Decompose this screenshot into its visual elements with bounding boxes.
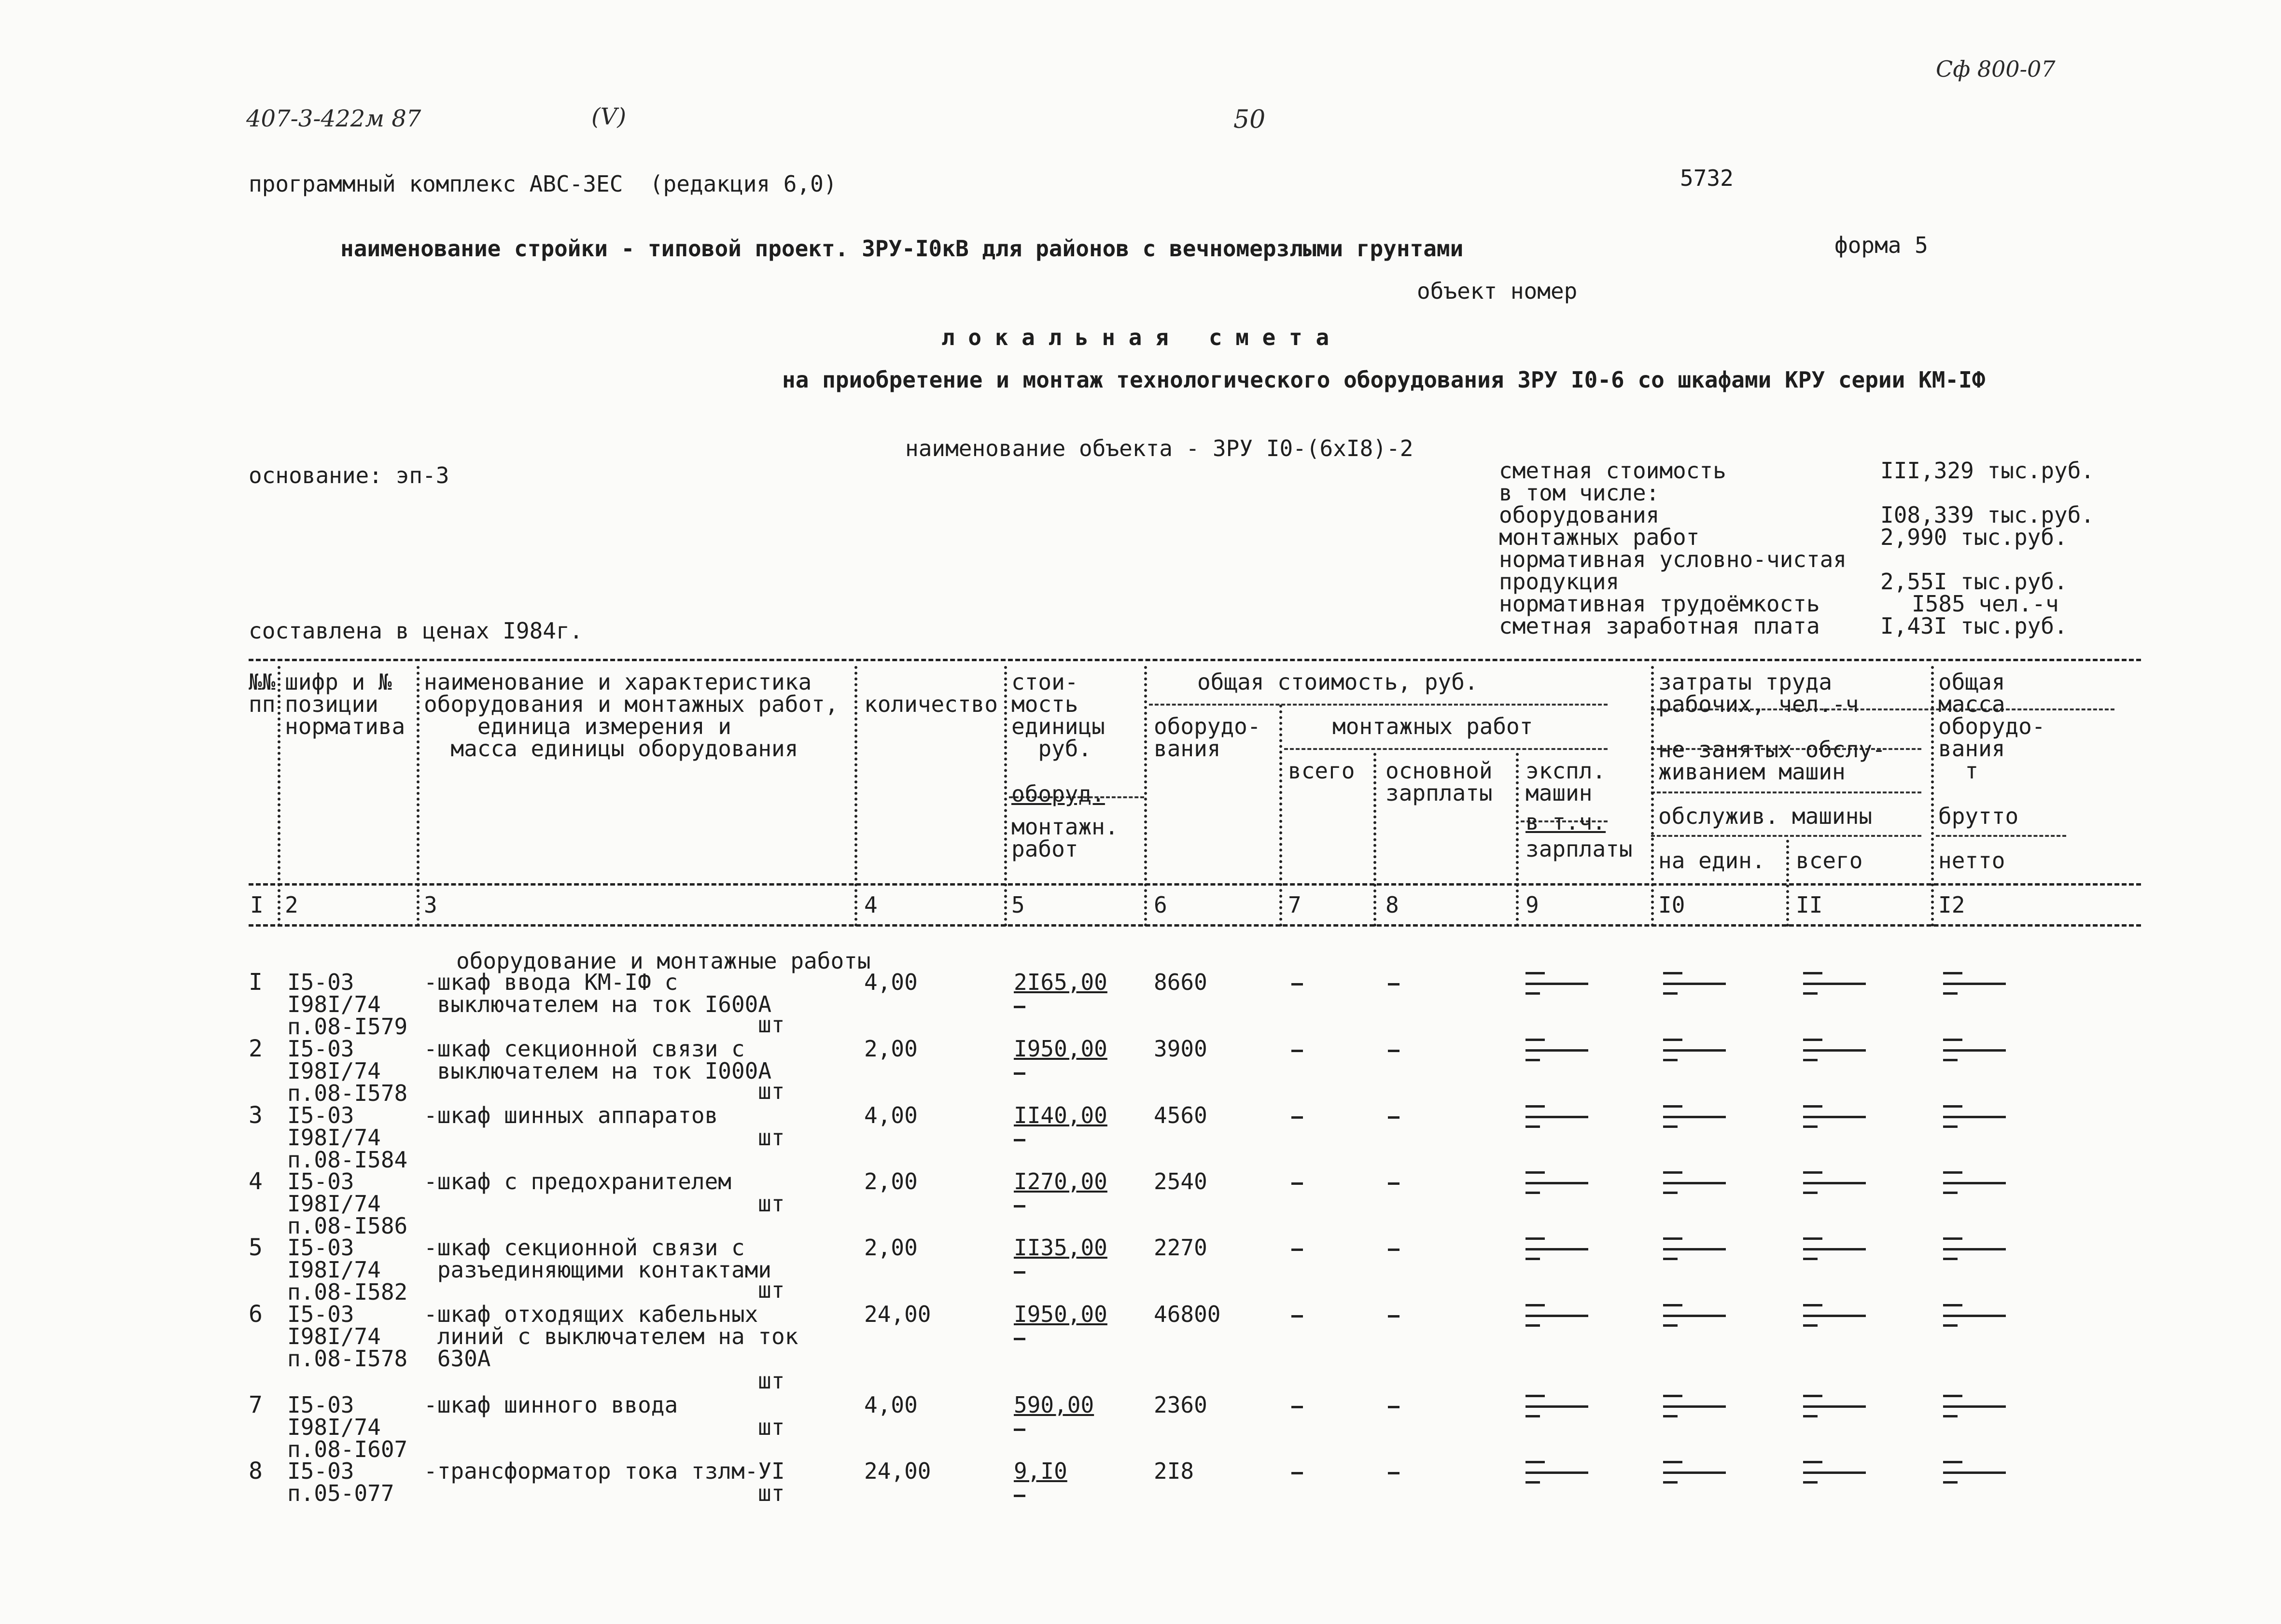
column-number: 3 bbox=[424, 892, 437, 918]
quantity: 24,00 bbox=[864, 1301, 931, 1327]
unit-price: 590,00 bbox=[1014, 1392, 1094, 1418]
double-dash-mark bbox=[1663, 1039, 1726, 1060]
double-dash-mark bbox=[1943, 1105, 2006, 1126]
empty-mark bbox=[1291, 1249, 1303, 1251]
header-machines: экспл. машин bbox=[1525, 758, 1606, 806]
header-total-cost: общая стоимость, руб. bbox=[1197, 669, 1478, 695]
row-number: 4 bbox=[249, 1168, 263, 1195]
header-row-number: №№ пп bbox=[249, 669, 276, 717]
unit-price: II40,00 bbox=[1014, 1102, 1107, 1128]
header-unit-cost-equipment: оборуд. bbox=[1011, 781, 1105, 807]
rule bbox=[1651, 791, 1921, 793]
item-name: -шкаф шинного ввода bbox=[424, 1392, 678, 1418]
doc-code: 407-3-422м 87 bbox=[246, 105, 421, 132]
summary-value: III,329 тыс.руб. bbox=[1880, 458, 2095, 484]
mount-price-dash bbox=[1014, 1338, 1025, 1340]
column-number: I2 bbox=[1938, 892, 1965, 918]
section-title: оборудование и монтажные работы bbox=[456, 948, 871, 974]
double-dash-mark bbox=[1943, 1237, 2006, 1259]
header-base-salary: основной зарплаты bbox=[1385, 758, 1493, 806]
equipment-total: 2540 bbox=[1154, 1168, 1207, 1194]
unit-price: I270,00 bbox=[1014, 1168, 1107, 1194]
construction-name: наименование стройки - типовой проект. ЗРУ-I0кВ для районов с вечномерзлыми грунтами bbox=[340, 236, 1464, 262]
column-divider bbox=[1516, 753, 1519, 927]
header-labor-total: всего bbox=[1796, 847, 1863, 874]
item-name: -шкаф шинных аппаратов bbox=[424, 1102, 718, 1128]
unit: шт bbox=[758, 1124, 785, 1151]
equipment-total: 3900 bbox=[1154, 1036, 1207, 1062]
quantity: 2,00 bbox=[864, 1235, 918, 1261]
norm-code: I5-03 I98I/74 п.08-I578 bbox=[287, 1036, 408, 1106]
header-code: шифр и № позиции норматива bbox=[285, 669, 406, 739]
double-dash-mark bbox=[1803, 1237, 1866, 1259]
empty-mark bbox=[1291, 1116, 1303, 1119]
archive-mark: Сф 800-07 bbox=[1936, 56, 2056, 82]
summary-label: оборудования bbox=[1499, 502, 1660, 528]
double-dash-mark bbox=[1525, 1237, 1588, 1259]
summary-value: 2,55I тыс.руб. bbox=[1880, 569, 2068, 595]
unit-price: I950,00 bbox=[1014, 1301, 1107, 1327]
equipment-total: 46800 bbox=[1154, 1301, 1221, 1327]
mount-price-dash bbox=[1014, 1139, 1025, 1141]
item-name: -шкаф секционной связи с разъединяющими контактами bbox=[424, 1235, 772, 1283]
header-equipment: оборудо- вания bbox=[1154, 713, 1261, 762]
double-dash-mark bbox=[1525, 1304, 1588, 1325]
column-number: 5 bbox=[1011, 892, 1025, 918]
empty-mark bbox=[1291, 1472, 1303, 1474]
unit: шт bbox=[758, 1480, 785, 1506]
summary-label: монтажных работ bbox=[1499, 524, 1700, 550]
double-dash-mark bbox=[1525, 1395, 1588, 1416]
unit: шт bbox=[758, 1277, 785, 1303]
column-divider bbox=[1931, 666, 1934, 927]
row-number: 7 bbox=[249, 1391, 263, 1418]
summary-value: I585 чел.-ч bbox=[1912, 591, 2059, 617]
header-mass: общая масса оборудо- вания т bbox=[1938, 669, 2045, 784]
version-mark: (V) bbox=[591, 103, 627, 130]
equipment-total: 2I8 bbox=[1154, 1458, 1194, 1484]
mount-price-dash bbox=[1014, 1205, 1025, 1208]
double-dash-mark bbox=[1803, 1105, 1866, 1126]
header-mounting: монтажных работ bbox=[1332, 713, 1533, 739]
double-dash-mark bbox=[1663, 1304, 1726, 1325]
column-number: II bbox=[1796, 892, 1823, 918]
double-dash-mark bbox=[1803, 1039, 1866, 1060]
double-dash-mark bbox=[1943, 1039, 2006, 1060]
mount-price-dash bbox=[1014, 1495, 1025, 1497]
unit-price: II35,00 bbox=[1014, 1235, 1107, 1261]
summary-label: сметная стоимость bbox=[1499, 458, 1726, 484]
column-number: 6 bbox=[1154, 892, 1167, 918]
column-divider bbox=[1373, 753, 1376, 927]
mount-price-dash bbox=[1014, 1072, 1025, 1075]
row-number: 6 bbox=[249, 1301, 263, 1328]
norm-code: I5-03 п.05-077 bbox=[287, 1458, 394, 1506]
mount-price-dash bbox=[1014, 1429, 1025, 1431]
column-number: 7 bbox=[1288, 892, 1301, 918]
form-label: форма 5 bbox=[1834, 232, 1928, 258]
empty-mark bbox=[1291, 983, 1303, 986]
item-name: -трансформатор тока тзлм-УI bbox=[424, 1458, 785, 1484]
quantity: 2,00 bbox=[864, 1036, 918, 1062]
empty-mark bbox=[1388, 1315, 1399, 1318]
summary-label: продукция bbox=[1499, 569, 1620, 595]
document-title: л о к а л ь н а я с м е т а bbox=[941, 324, 1329, 350]
page-number: 50 bbox=[1233, 105, 1266, 134]
summary-value: I08,339 тыс.руб. bbox=[1880, 502, 2095, 528]
table-top-rule bbox=[249, 659, 2141, 661]
column-number: I0 bbox=[1658, 892, 1685, 918]
column-number: I bbox=[250, 892, 264, 918]
quantity: 2,00 bbox=[864, 1168, 918, 1194]
column-divider bbox=[1651, 666, 1654, 927]
header-net: нетто bbox=[1938, 847, 2005, 874]
quantity: 4,00 bbox=[864, 1102, 918, 1128]
norm-code: I5-03 I98I/74 п.08-I607 bbox=[287, 1392, 408, 1462]
unit: шт bbox=[758, 1012, 785, 1038]
double-dash-mark bbox=[1525, 1171, 1588, 1193]
equipment-total: 2270 bbox=[1154, 1235, 1207, 1261]
column-number: 8 bbox=[1385, 892, 1399, 918]
double-dash-mark bbox=[1803, 1461, 1866, 1482]
double-dash-mark bbox=[1663, 972, 1726, 993]
row-number: 5 bbox=[249, 1234, 263, 1261]
norm-code: I5-03 I98I/74 п.08-I582 bbox=[287, 1235, 408, 1305]
empty-mark bbox=[1388, 1249, 1399, 1251]
header-per-unit: на един. bbox=[1658, 847, 1765, 874]
object-number-label: объект номер bbox=[1417, 278, 1578, 304]
empty-mark bbox=[1388, 1406, 1399, 1408]
item-name: -шкаф ввода КМ-IФ с выключателем на ток I600А bbox=[424, 969, 772, 1017]
double-dash-mark bbox=[1663, 1171, 1726, 1193]
header-unit-cost: стои- мость единицы руб. bbox=[1011, 669, 1105, 762]
norm-code: I5-03 I98I/74 п.08-I584 bbox=[287, 1102, 408, 1173]
empty-mark bbox=[1388, 983, 1399, 986]
unit: шт bbox=[758, 1368, 785, 1394]
double-dash-mark bbox=[1525, 1105, 1588, 1126]
prices-year: составлена в ценах I984г. bbox=[249, 618, 583, 644]
quantity: 24,00 bbox=[864, 1458, 931, 1484]
empty-mark bbox=[1291, 1050, 1303, 1052]
double-dash-mark bbox=[1663, 1395, 1726, 1416]
empty-mark bbox=[1388, 1182, 1399, 1185]
column-divider bbox=[278, 666, 280, 927]
empty-mark bbox=[1291, 1182, 1303, 1185]
double-dash-mark bbox=[1803, 1395, 1866, 1416]
summary-label: нормативная условно-чистая bbox=[1499, 546, 1847, 572]
empty-mark bbox=[1388, 1116, 1399, 1119]
quantity: 4,00 bbox=[864, 1392, 918, 1418]
header-name: наименование и характеристика оборудования и монтажных работ, единица измерения и масса единицы оборудования bbox=[424, 669, 839, 762]
header-including: в т.ч. bbox=[1525, 809, 1606, 835]
unit-price: 9,I0 bbox=[1014, 1458, 1067, 1484]
unit: шт bbox=[758, 1078, 785, 1104]
header-labor-not-machines: не занятых обслу- живанием машин bbox=[1658, 736, 1886, 785]
header-quantity: количество bbox=[864, 691, 998, 717]
rule bbox=[1149, 704, 1608, 706]
double-dash-mark bbox=[1663, 1237, 1726, 1259]
column-divider bbox=[1004, 666, 1007, 927]
row-number: I bbox=[249, 969, 263, 996]
header-machine-service: обслужив. машины bbox=[1658, 803, 1873, 829]
double-dash-mark bbox=[1943, 1171, 2006, 1193]
double-dash-mark bbox=[1525, 972, 1588, 993]
item-name: -шкаф с предохранителем bbox=[424, 1168, 731, 1194]
double-dash-mark bbox=[1943, 1304, 2006, 1325]
item-name: -шкаф секционной связи с выключателем на ток I000А bbox=[424, 1036, 772, 1084]
header-unit-cost-mounting: монтажн. работ bbox=[1011, 814, 1119, 862]
summary-label: нормативная трудоёмкость bbox=[1499, 591, 1820, 617]
summary-value: I,43I тыс.руб. bbox=[1880, 613, 2068, 639]
summary-label: сметная заработная плата bbox=[1499, 613, 1820, 639]
rule bbox=[1651, 835, 1921, 837]
column-number: 9 bbox=[1525, 892, 1539, 918]
header-machine-salary: зарплаты bbox=[1525, 836, 1633, 862]
double-dash-mark bbox=[1803, 1304, 1866, 1325]
header-labor: затраты труда рабочих, чел.-ч bbox=[1658, 669, 1859, 717]
norm-code: I5-03 I98I/74 п.08-I579 bbox=[287, 969, 408, 1040]
equipment-total: 4560 bbox=[1154, 1102, 1207, 1128]
empty-mark bbox=[1291, 1406, 1303, 1408]
program-name: программный комплекс АВС-3ЕС (редакция 6,0) bbox=[249, 171, 837, 197]
double-dash-mark bbox=[1803, 972, 1866, 993]
double-dash-mark bbox=[1943, 1461, 2006, 1482]
header-gross: брутто bbox=[1938, 803, 2019, 829]
column-number: 2 bbox=[285, 892, 298, 918]
mount-price-dash bbox=[1014, 1271, 1025, 1274]
mount-price-dash bbox=[1014, 1006, 1025, 1008]
column-divider bbox=[854, 666, 857, 927]
item-name: -шкаф отходящих кабельных линий с выключателем на ток 630А bbox=[424, 1301, 798, 1372]
quantity: 4,00 bbox=[864, 969, 918, 995]
summary-value: 2,990 тыс.руб. bbox=[1880, 524, 2068, 550]
equipment-total: 8660 bbox=[1154, 969, 1207, 995]
double-dash-mark bbox=[1943, 972, 2006, 993]
double-dash-mark bbox=[1663, 1461, 1726, 1482]
header-mount-total: всего bbox=[1288, 758, 1355, 784]
row-number: 8 bbox=[249, 1457, 263, 1485]
equipment-total: 2360 bbox=[1154, 1392, 1207, 1418]
norm-code: I5-03 I98I/74 п.08-I586 bbox=[287, 1168, 408, 1239]
rule bbox=[1936, 835, 2066, 837]
unit-price: I950,00 bbox=[1014, 1036, 1107, 1062]
basis-label: основание: эп-3 bbox=[249, 462, 449, 488]
row-number: 2 bbox=[249, 1035, 263, 1062]
double-dash-mark bbox=[1943, 1395, 2006, 1416]
column-divider bbox=[1144, 666, 1147, 927]
unit: шт bbox=[758, 1191, 785, 1217]
document-number: 5732 bbox=[1680, 165, 1734, 191]
summary-label: в том числе: bbox=[1499, 480, 1660, 506]
document-subtitle: на приобретение и монтаж технологического оборудования ЗРУ I0-6 со шкафами КРУ серии КМ-IФ bbox=[782, 367, 1986, 393]
double-dash-mark bbox=[1525, 1039, 1588, 1060]
empty-mark bbox=[1291, 1315, 1303, 1318]
row-number: 3 bbox=[249, 1102, 263, 1129]
double-dash-mark bbox=[1663, 1105, 1726, 1126]
double-dash-mark bbox=[1525, 1461, 1588, 1482]
column-divider bbox=[417, 666, 420, 927]
double-dash-mark bbox=[1803, 1171, 1866, 1193]
norm-code: I5-03 I98I/74 п.08-I578 bbox=[287, 1301, 408, 1372]
unit-price: 2I65,00 bbox=[1014, 969, 1107, 995]
rule bbox=[1284, 748, 1608, 750]
empty-mark bbox=[1388, 1050, 1399, 1052]
rule bbox=[249, 924, 2141, 927]
empty-mark bbox=[1388, 1472, 1399, 1474]
unit: шт bbox=[758, 1414, 785, 1440]
rule bbox=[249, 883, 2141, 886]
object-name: наименование объекта - ЗРУ I0-(6хI8)-2 bbox=[905, 435, 1413, 461]
column-divider bbox=[1786, 840, 1789, 927]
column-divider bbox=[1279, 705, 1282, 927]
column-number: 4 bbox=[864, 892, 878, 918]
